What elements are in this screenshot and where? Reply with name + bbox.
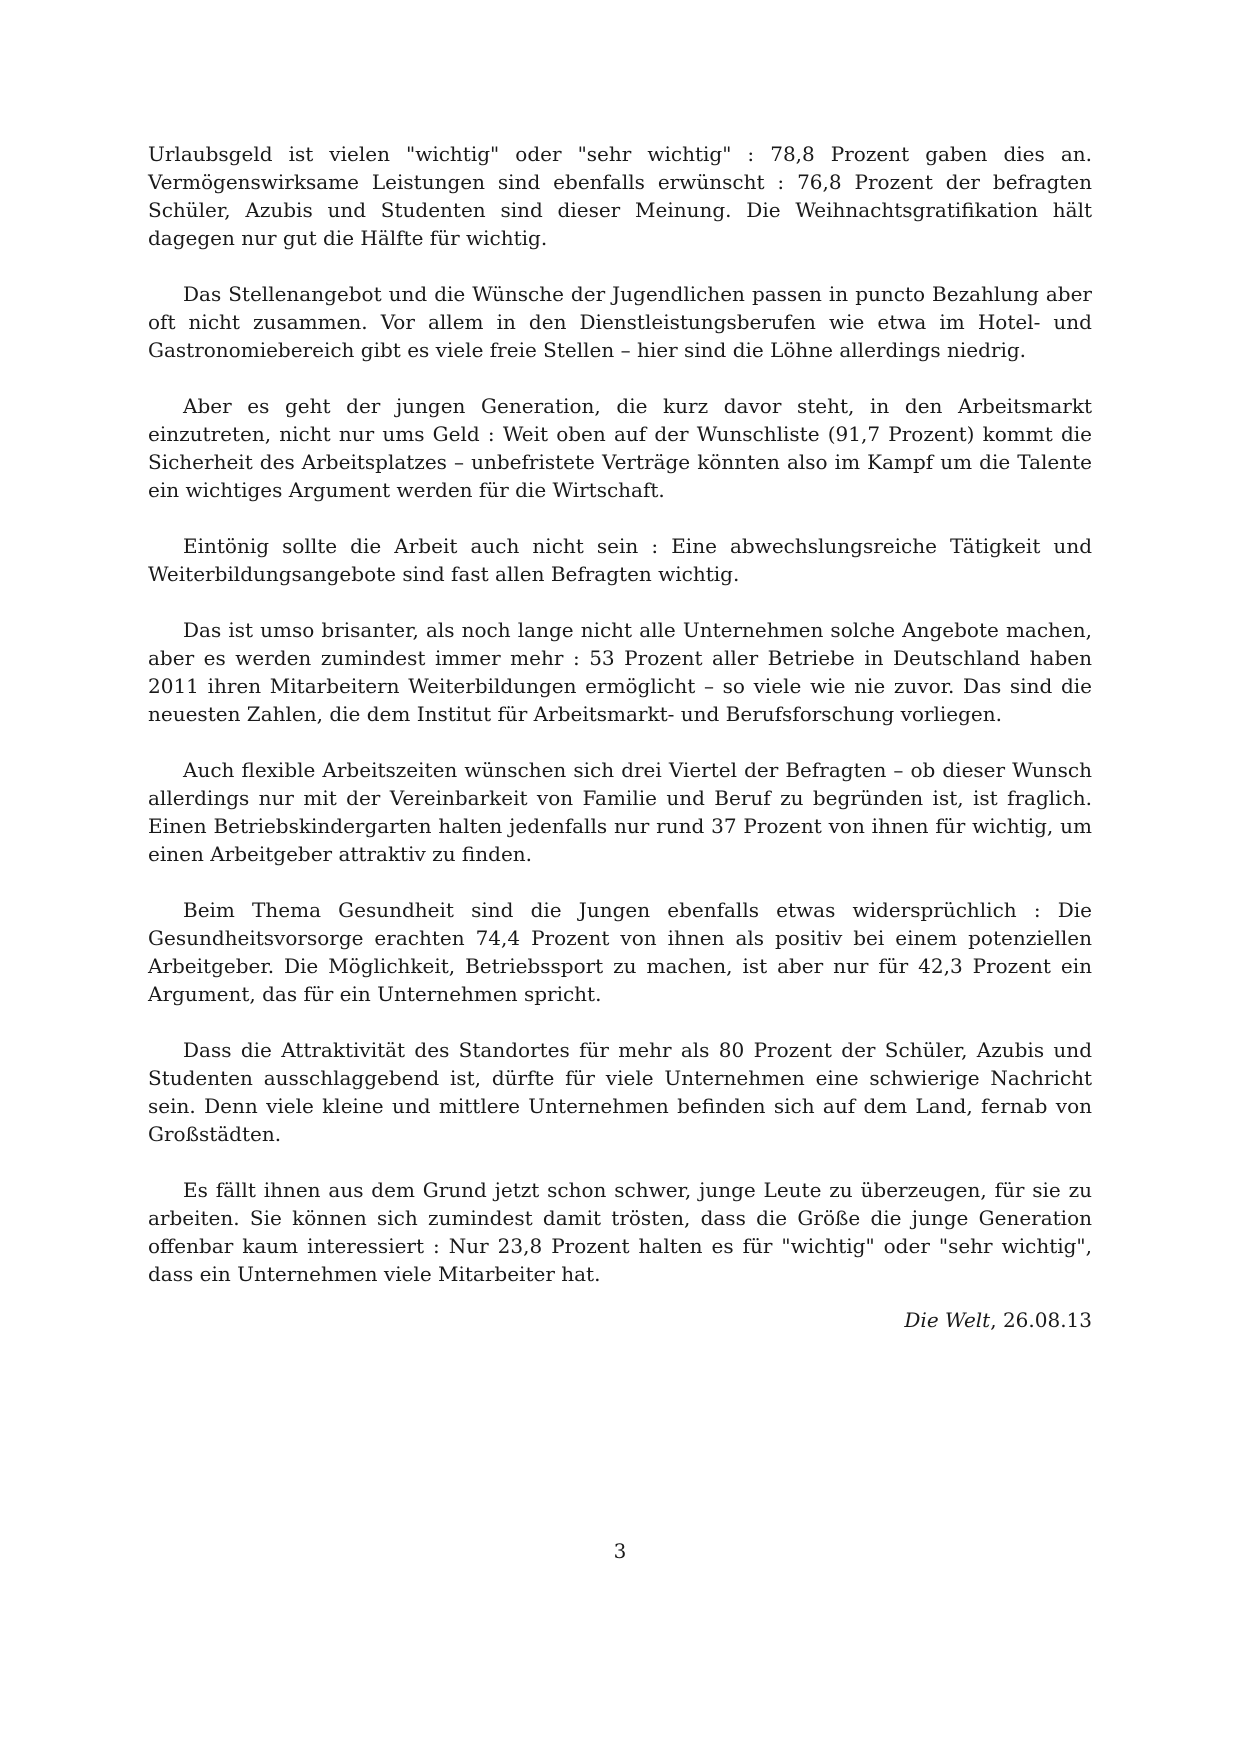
document-body [148,140,1092,1316]
paragraph-9: Es fällt ihnen aus dem Grund jetzt schon schwer, junge Leute zu überzeugen, für sie zu arbeiten. Sie können sich zumindest damit trösten, dass die Größe die junge Generation offenbar kaum interessiert : Nur 23,8 Prozent halten es für "wichtig" oder "sehr wichtig", dass ein Unternehmen viele Mitarbeiter hat. [148,1178,1092,1286]
source-publication: Die Welt [904,1308,991,1332]
paragraph-8: Dass die Attraktivität des Standortes für mehr als 80 Prozent der Schüler, Azubis und Studenten ausschlaggebend ist, dürfte für viele Unternehmen eine schwierige Nachricht sein. Denn viele kleine und mittlere Unternehmen befinden sich auf dem Land, fernab von Großstädten. [148,1038,1092,1146]
paragraph-6: Auch flexible Arbeitszeiten wünschen sich drei Viertel der Befragten – ob dieser Wunsch allerdings nur mit der Vereinbarkeit von Familie und Beruf zu begründen ist, ist fraglich. Einen Betriebskindergarten halten jedenfalls nur rund 37 Prozent von ihnen für wichtig, um einen Arbeitgeber attraktiv zu finden. [148,758,1092,866]
source-date: 26.08.13 [1002,1308,1092,1332]
paragraph-7: Beim Thema Gesundheit sind die Jungen ebenfalls etwas widersprüchlich : Die Gesundheitsvorsorge erachten 74,4 Prozent von ihnen als positiv bei einem potenziellen Arbeitgeber. Die Möglichkeit, Betriebssport zu machen, ist aber nur für 42,3 Prozent ein Argument, das für ein Unternehmen spricht. [148,898,1092,1006]
paragraph-4: Eintönig sollte die Arbeit auch nicht sein : Eine abwechslungsreiche Tätigkeit und Weiterbildungsangebote sind fast allen Befragten wichtig. [148,534,1092,586]
page-number: 3 [613,1539,627,1563]
paragraph-3: Aber es geht der jungen Generation, die kurz davor steht, in den Arbeitsmarkt einzutreten, nicht nur ums Geld : Weit oben auf der Wunschliste (91,7 Prozent) kommt die Sicherheit des Arbeitsplatzes – unbefristete Verträge könnten also im Kampf um die Talente ein wichtiges Argument werden für die Wirtschaft. [148,394,1092,502]
source-separator: , [990,1308,997,1332]
paragraph-2: Das Stellenangebot und die Wünsche der Jugendlichen passen in puncto Bezahlung aber oft nicht zusammen. Vor allem in den Dienstleistungsberufen wie etwa im Hotel- und Gastronomiebereich gibt es viele freie Stellen – hier sind die Löhne allerdings niedrig. [148,282,1092,362]
paragraph-1: Urlaubsgeld ist vielen "wichtig" oder "sehr wichtig" : 78,8 Prozent gaben dies an. Vermögenswirksame Leistungen sind ebenfalls erwünscht : 76,8 Prozent der befragten Schüler, Azubis und Studenten sind dieser Meinung. Die Weihnachtsgratifikation hält dagegen nur gut die Hälfte für wichtig. [148,142,1092,250]
paragraph-5: Das ist umso brisanter, als noch lange nicht alle Unternehmen solche Angebote machen, aber es werden zumindest immer mehr : 53 Prozent aller Betriebe in Deutschland haben 2011 ihren Mitarbeitern Weiterbildungen ermöglicht – so viele wie nie zuvor. Das sind die neuesten Zahlen, die dem Institut für Arbeitsmarkt- und Berufsforschung vorliegen. [148,618,1092,726]
source-citation [904,1306,1092,1334]
